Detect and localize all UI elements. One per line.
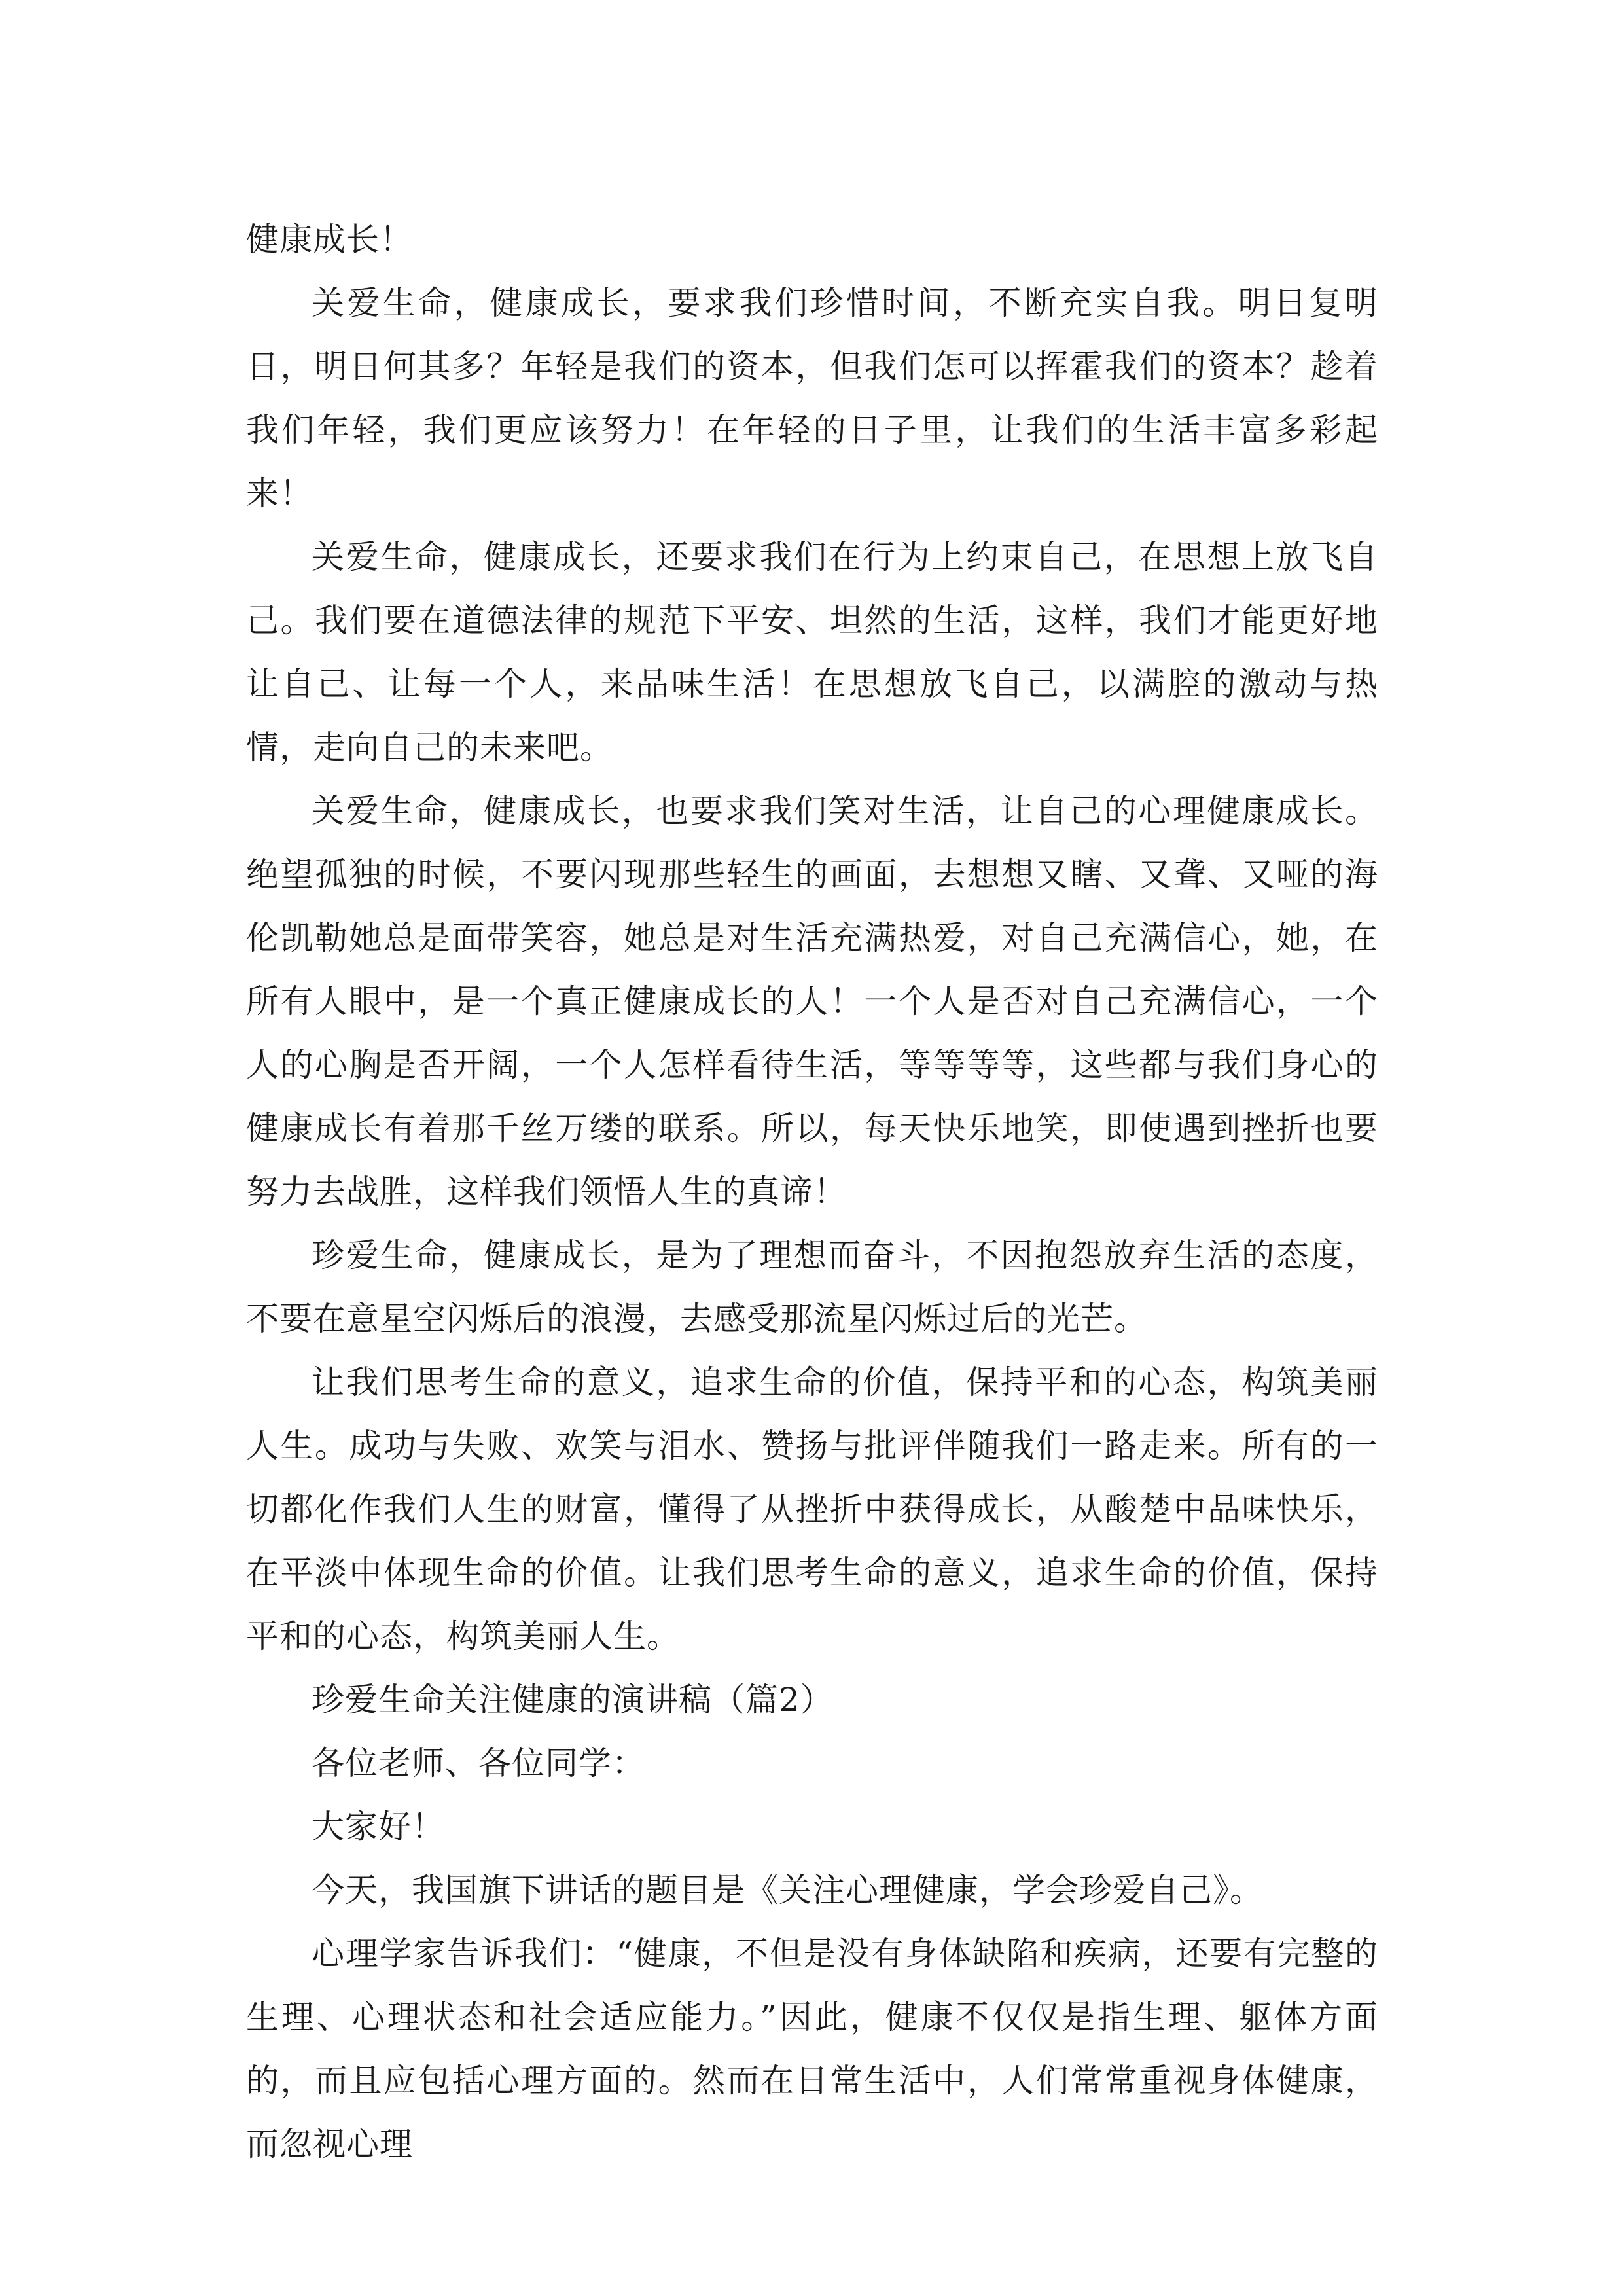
salutation: 各位老师、各位同学： [312,1744,645,1782]
document-body [246,208,1378,2176]
paragraph-3: 关爱生命，健康成长，还要求我们在行为上约束自己，在思想上放飞自己。我们要在道德法律的规范下平安、坦然的生活，这样，我们才能更好地让自己、让每一个人，来品味生活！在思想放飞自己，以满腔的激动与热情，走向自己的未来吧。 [246,538,1378,766]
section-title: 珍爱生命关注健康的演讲稿（篇2） [312,1681,834,1719]
paragraph-topic: 今天，我国旗下讲话的题目是《关注心理健康，学会珍爱自己》。 [312,1871,1263,1909]
paragraph-6: 让我们思考生命的意义，追求生命的价值，保持平和的心态，构筑美丽人生。成功与失败、欢笑与泪水、赞扬与批评伴随我们一路走来。所有的一切都化作我们人生的财富，懂得了从挫折中获得成长，从酸楚中品味快乐，在平淡中体现生命的价值。让我们思考生命的意义，追求生命的价值，保持平和的心态，构筑美丽人生。 [246,1363,1378,1655]
paragraph-last: 心理学家告诉我们：“健康，不但是没有身体缺陷和疾病，还要有完整的生理、心理状态和社会适应能力。”因此，健康不仅仅是指生理、躯体方面的，而且应包括心理方面的。然而在日常生活中，人们常常重视身体健康，而忽视心理 [246,1935,1378,2163]
paragraph-4: 关爱生命，健康成长，也要求我们笑对生活，让自己的心理健康成长。绝望孤独的时候，不要闪现那些轻生的画面，去想想又瞎、又聋、又哑的海伦凯勒她总是面带笑容，她总是对生活充满热爱，对自己充满信心，她，在所有人眼中，是一个真正健康成长的人！一个人是否对自己充满信心，一个人的心胸是否开阔，一个人怎样看待生活，等等等等，这些都与我们身心的健康成长有着那千丝万缕的联系。所以，每天快乐地笑，即使遇到挫折也要努力去战胜，这样我们领悟人生的真谛！ [246,792,1378,1211]
paragraph-5: 珍爱生命，健康成长，是为了理想而奋斗，不因抱怨放弃生活的态度，不要在意星空闪烁后的浪漫，去感受那流星闪烁过后的光芒。 [246,1236,1378,1338]
greeting: 大家好！ [312,1808,445,1846]
paragraph-1: 健康成长！ [246,221,413,259]
paragraph-2: 关爱生命，健康成长，要求我们珍惜时间，不断充实自我。明日复明日，明日何其多？年轻是我们的资本，但我们怎可以挥霍我们的资本？趁着我们年轻，我们更应该努力！在年轻的日子里，让我们的生活丰富多彩起来！ [246,284,1378,512]
